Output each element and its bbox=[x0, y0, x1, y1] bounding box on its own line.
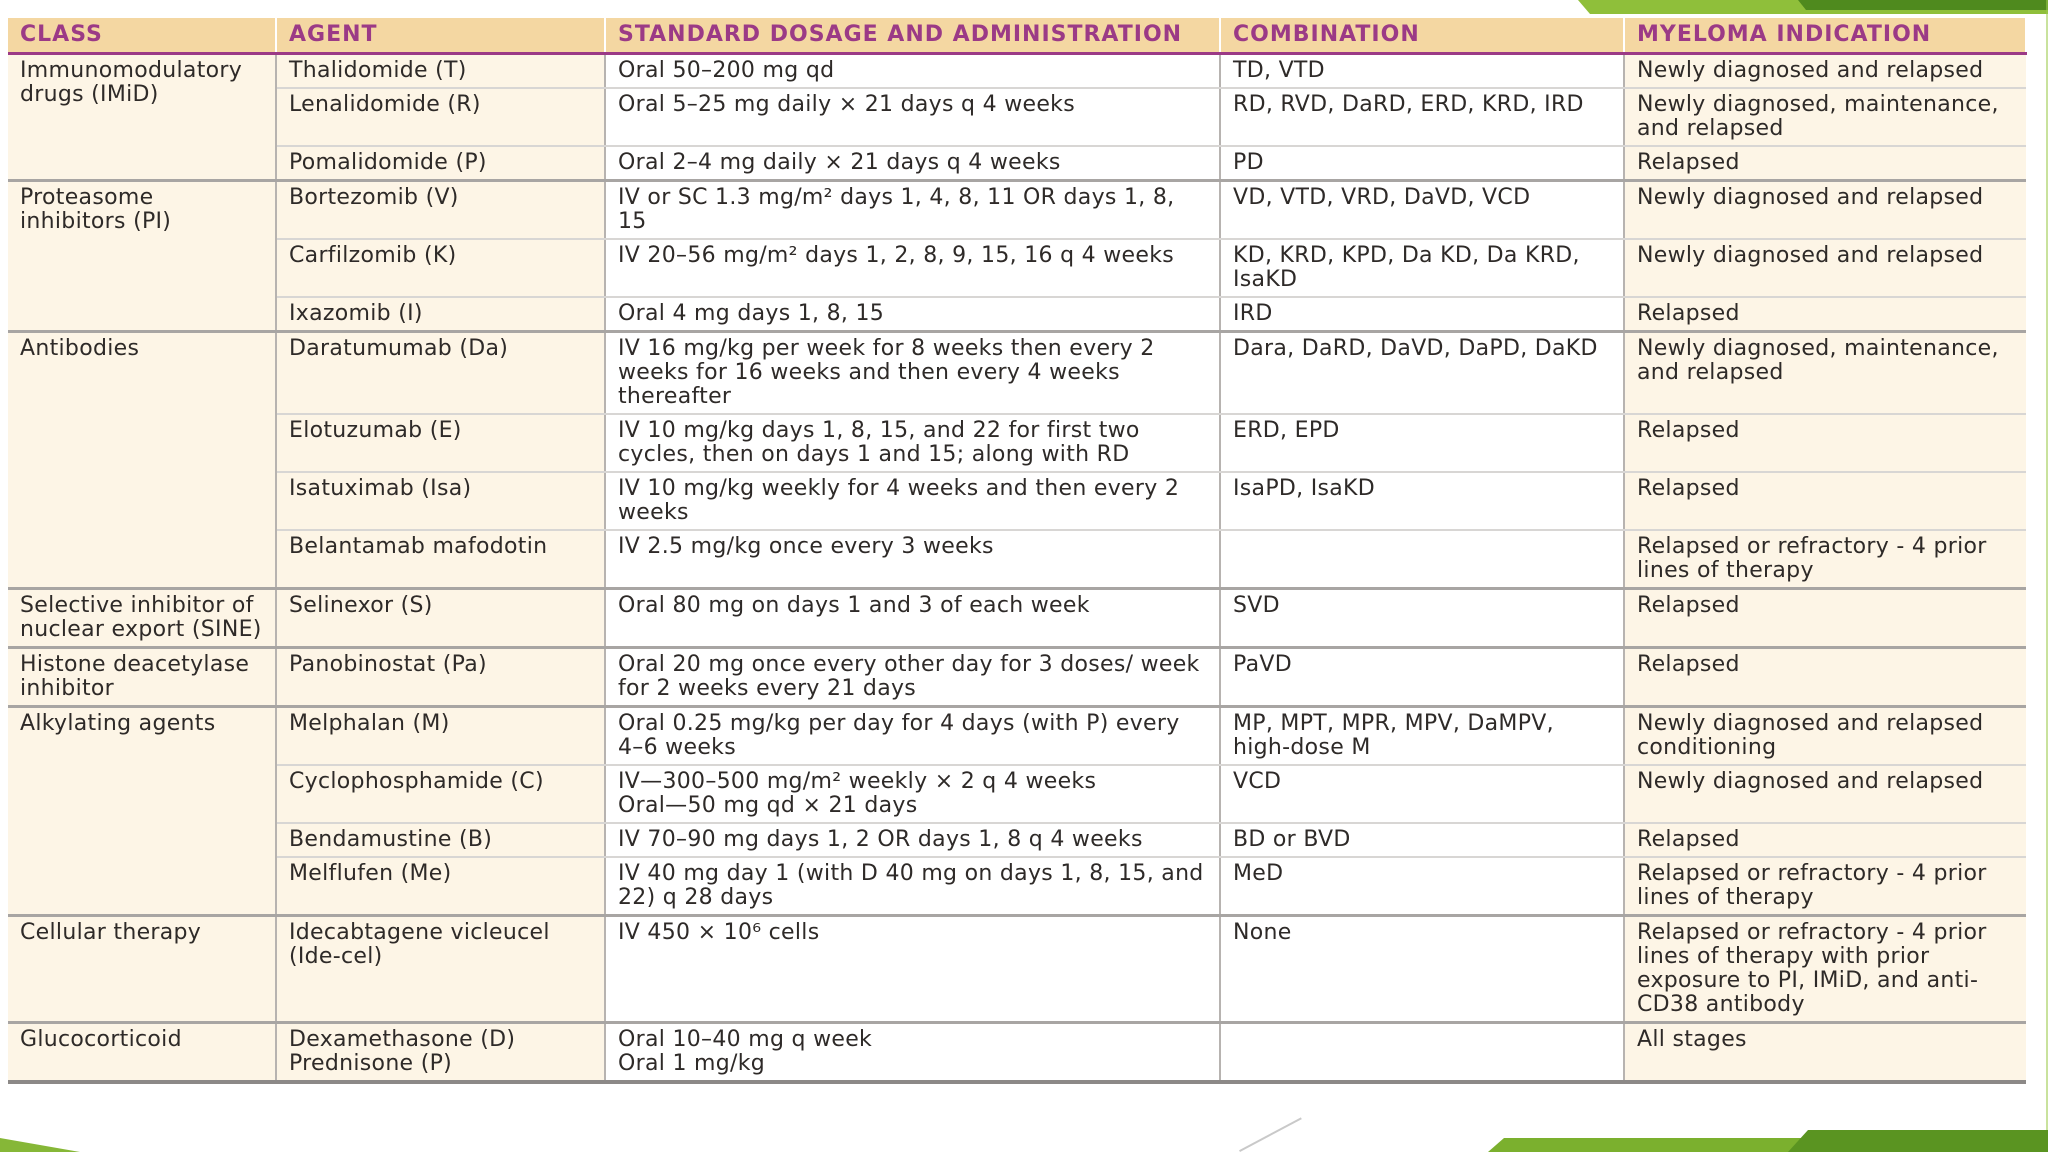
corner-accent-bottom-left bbox=[0, 1132, 80, 1152]
combo-cell: IRD bbox=[1220, 297, 1624, 332]
dose-cell: Oral 4 mg days 1, 8, 15 bbox=[605, 297, 1220, 332]
table-row bbox=[8, 648, 2026, 707]
agent-cell: Pomalidomide (P) bbox=[276, 146, 605, 181]
ind-cell: Relapsed bbox=[1624, 648, 2026, 707]
class-cell: Antibodies bbox=[8, 332, 276, 589]
ind-cell: Relapsed bbox=[1624, 823, 2026, 857]
dose-cell: IV 10 mg/kg days 1, 8, 15, and 22 for first two cycles, then on days 1 and 15; along with RD bbox=[605, 414, 1220, 472]
table-row bbox=[8, 181, 2026, 240]
corner-accent-top-right-dark bbox=[1798, 0, 2048, 10]
ind-cell: All stages bbox=[1624, 1023, 2026, 1083]
agent-cell: Lenalidomide (R) bbox=[276, 88, 605, 146]
combo-cell: IsaPD, IsaKD bbox=[1220, 472, 1624, 530]
combo-cell: VD, VTD, VRD, DaVD, VCD bbox=[1220, 181, 1624, 240]
header-combination: COMBINATION bbox=[1220, 18, 1624, 54]
cell-line: Dexamethasone (D) bbox=[289, 1027, 516, 1052]
agent-cell: Panobinostat (Pa) bbox=[276, 648, 605, 707]
header-class: CLASS bbox=[8, 18, 276, 54]
table-row bbox=[8, 765, 2026, 823]
agent-cell: Ixazomib (I) bbox=[276, 297, 605, 332]
dose-cell: IV 450 × 10⁶ cells bbox=[605, 916, 1220, 1023]
class-cell: Selective inhibitor of nuclear export (SINE) bbox=[8, 589, 276, 648]
ind-cell: Relapsed bbox=[1624, 589, 2026, 648]
ind-cell: Newly diagnosed and relapsed bbox=[1624, 181, 2026, 240]
class-cell: Histone deacetylase inhibitor bbox=[8, 648, 276, 707]
cell-line: Oral—50 mg qd × 21 days bbox=[618, 793, 918, 818]
agent-cell: Daratumumab (Da) bbox=[276, 332, 605, 415]
ind-cell: Newly diagnosed and relapsed bbox=[1624, 765, 2026, 823]
ind-cell: Newly diagnosed, maintenance, and relapsed bbox=[1624, 332, 2026, 415]
header-row bbox=[8, 18, 2026, 54]
agent-cell: Melphalan (M) bbox=[276, 707, 605, 766]
ind-cell: Relapsed or refractory - 4 prior lines of therapy bbox=[1624, 530, 2026, 589]
cell-line: IV—300–500 mg/m² weekly × 2 q 4 weeks bbox=[618, 769, 1097, 794]
agent-cell: Belantamab mafodotin bbox=[276, 530, 605, 589]
table-row bbox=[8, 823, 2026, 857]
table-row bbox=[8, 857, 2026, 916]
ind-cell: Relapsed or refractory - 4 prior lines of therapy with prior exposure to PI, IMiD, and anti-CD38 antibody bbox=[1624, 916, 2026, 1023]
agent-cell: Isatuximab (Isa) bbox=[276, 472, 605, 530]
table-row bbox=[8, 589, 2026, 648]
header-indication: MYELOMA INDICATION bbox=[1624, 18, 2026, 54]
table-body bbox=[8, 54, 2026, 1083]
ind-cell: Newly diagnosed, maintenance, and relapsed bbox=[1624, 88, 2026, 146]
table-row bbox=[8, 472, 2026, 530]
combo-cell: MeD bbox=[1220, 857, 1624, 916]
dose-cell bbox=[605, 1023, 1220, 1083]
table-row bbox=[8, 916, 2026, 1023]
corner-accent-bottom-right-dark bbox=[1788, 1130, 2048, 1152]
combo-cell: KD, KRD, KPD, Da KD, Da KRD, IsaKD bbox=[1220, 239, 1624, 297]
table-row bbox=[8, 414, 2026, 472]
dose-cell: IV or SC 1.3 mg/m² days 1, 4, 8, 11 OR days 1, 8, 15 bbox=[605, 181, 1220, 240]
combo-cell: RD, RVD, DaRD, ERD, KRD, IRD bbox=[1220, 88, 1624, 146]
dose-cell: IV 10 mg/kg weekly for 4 weeks and then every 2 weeks bbox=[605, 472, 1220, 530]
table-row bbox=[8, 332, 2026, 415]
table-row bbox=[8, 54, 2026, 89]
combo-cell: MP, MPT, MPR, MPV, DaMPV, high-dose M bbox=[1220, 707, 1624, 766]
agent-cell: Cyclophosphamide (C) bbox=[276, 765, 605, 823]
agent-cell: Bendamustine (B) bbox=[276, 823, 605, 857]
class-cell: Immunomodulatory drugs (IMiD) bbox=[8, 54, 276, 181]
cell-line: Oral 10–40 mg q week bbox=[618, 1027, 873, 1052]
combo-cell: BD or BVD bbox=[1220, 823, 1624, 857]
combo-cell bbox=[1220, 530, 1624, 589]
dose-cell: IV 40 mg day 1 (with D 40 mg on days 1, 8, 15, and 22) q 28 days bbox=[605, 857, 1220, 916]
combo-cell: SVD bbox=[1220, 589, 1624, 648]
table-row bbox=[8, 146, 2026, 181]
ind-cell: Relapsed bbox=[1624, 297, 2026, 332]
table-row bbox=[8, 707, 2026, 766]
combo-cell: None bbox=[1220, 916, 1624, 1023]
dose-cell: IV 20–56 mg/m² days 1, 2, 8, 9, 15, 16 q 4 weeks bbox=[605, 239, 1220, 297]
combo-cell: TD, VTD bbox=[1220, 54, 1624, 89]
ind-cell: Relapsed or refractory - 4 prior lines of therapy bbox=[1624, 857, 2026, 916]
class-cell: Proteasome inhibitors (PI) bbox=[8, 181, 276, 332]
ind-cell: Relapsed bbox=[1624, 146, 2026, 181]
header-dosage: STANDARD DOSAGE AND ADMINISTRATION bbox=[605, 18, 1220, 54]
dose-cell: Oral 2–4 mg daily × 21 days q 4 weeks bbox=[605, 146, 1220, 181]
combo-cell: ERD, EPD bbox=[1220, 414, 1624, 472]
table-row bbox=[8, 88, 2026, 146]
combo-cell: Dara, DaRD, DaVD, DaPD, DaKD bbox=[1220, 332, 1624, 415]
class-cell: Glucocorticoid bbox=[8, 1023, 276, 1083]
dose-cell: IV 2.5 mg/kg once every 3 weeks bbox=[605, 530, 1220, 589]
agent-cell: Idecabtagene vicleucel (Ide-cel) bbox=[276, 916, 605, 1023]
agent-cell: Carfilzomib (K) bbox=[276, 239, 605, 297]
dose-cell: Oral 5–25 mg daily × 21 days q 4 weeks bbox=[605, 88, 1220, 146]
agent-cell: Elotuzumab (E) bbox=[276, 414, 605, 472]
ind-cell: Relapsed bbox=[1624, 414, 2026, 472]
dose-cell bbox=[605, 765, 1220, 823]
decorative-line bbox=[1239, 1117, 1302, 1152]
combo-cell bbox=[1220, 1023, 1624, 1083]
combo-cell: PD bbox=[1220, 146, 1624, 181]
header-agent: AGENT bbox=[276, 18, 605, 54]
table-row bbox=[8, 297, 2026, 332]
dose-cell: IV 16 mg/kg per week for 8 weeks then every 2 weeks for 16 weeks and then every 4 weeks thereafter bbox=[605, 332, 1220, 415]
agent-cell: Bortezomib (V) bbox=[276, 181, 605, 240]
agent-cell: Thalidomide (T) bbox=[276, 54, 605, 89]
dose-cell: IV 70–90 mg days 1, 2 OR days 1, 8 q 4 weeks bbox=[605, 823, 1220, 857]
agent-cell: Selinexor (S) bbox=[276, 589, 605, 648]
agent-cell: Melflufen (Me) bbox=[276, 857, 605, 916]
agent-cell bbox=[276, 1023, 605, 1083]
dose-cell: Oral 80 mg on days 1 and 3 of each week bbox=[605, 589, 1220, 648]
dose-cell: Oral 50–200 mg qd bbox=[605, 54, 1220, 89]
class-cell: Cellular therapy bbox=[8, 916, 276, 1023]
ind-cell: Relapsed bbox=[1624, 472, 2026, 530]
combo-cell: PaVD bbox=[1220, 648, 1624, 707]
ind-cell: Newly diagnosed and relapsed bbox=[1624, 54, 2026, 89]
class-cell: Alkylating agents bbox=[8, 707, 276, 916]
table-row bbox=[8, 530, 2026, 589]
myeloma-drug-table bbox=[8, 18, 2027, 1084]
dose-cell: Oral 0.25 mg/kg per day for 4 days (with P) every 4–6 weeks bbox=[605, 707, 1220, 766]
cell-line: Prednisone (P) bbox=[289, 1051, 453, 1076]
ind-cell: Newly diagnosed and relapsed conditioning bbox=[1624, 707, 2026, 766]
dose-cell: Oral 20 mg once every other day for 3 doses/ week for 2 weeks every 21 days bbox=[605, 648, 1220, 707]
table-row bbox=[8, 239, 2026, 297]
cell-line: Oral 1 mg/kg bbox=[618, 1051, 766, 1076]
combo-cell: VCD bbox=[1220, 765, 1624, 823]
table-row bbox=[8, 1023, 2026, 1083]
ind-cell: Newly diagnosed and relapsed bbox=[1624, 239, 2026, 297]
